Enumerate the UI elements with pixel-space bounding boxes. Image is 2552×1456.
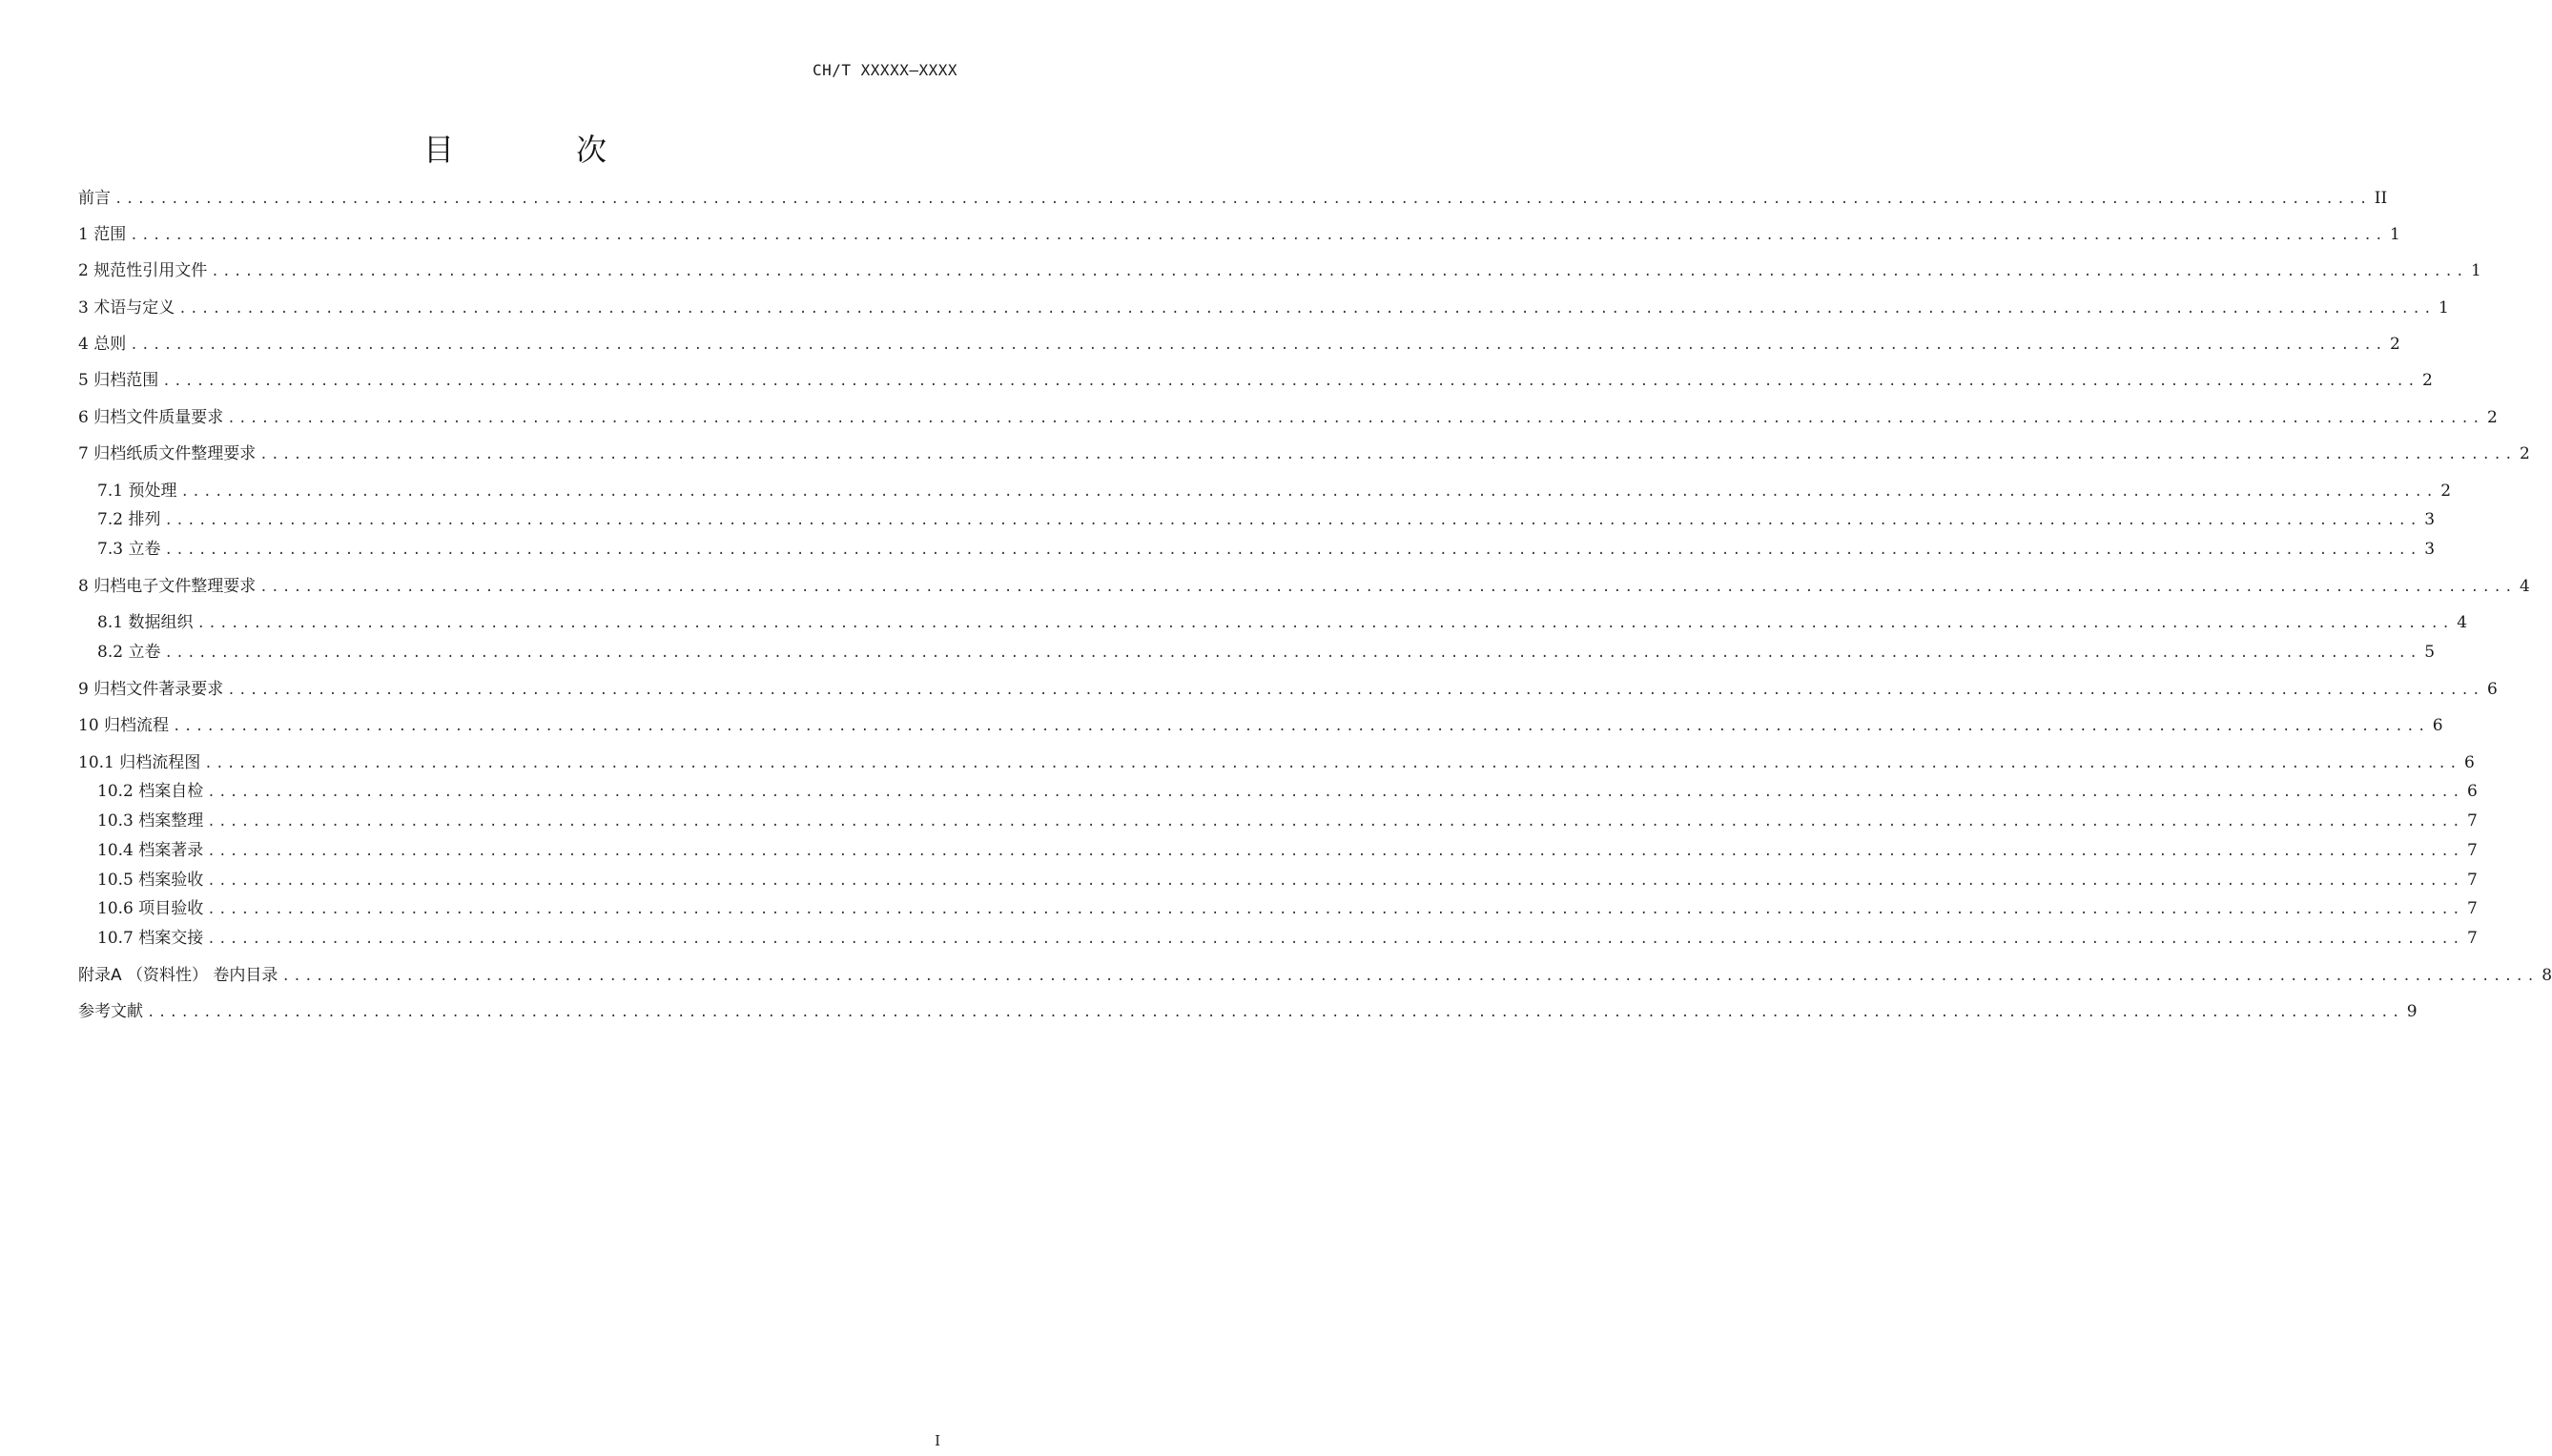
toc-entry-page: 2	[2440, 482, 2452, 501]
toc-entry-page: 3	[2424, 510, 2436, 529]
toc-entry-title: 档案著录	[138, 841, 204, 860]
toc-entry-number: 8.2	[97, 643, 124, 662]
toc-dot-leader: ........................................................................................................................................................................................................	[180, 484, 2438, 500]
toc-entry-number: 7.3	[97, 540, 124, 559]
toc-entry-number: 4	[78, 335, 89, 354]
toc-entry-page: 2	[2421, 371, 2433, 390]
toc-entry[interactable]	[78, 999, 2418, 1024]
toc-entry-number: 10.1	[78, 753, 114, 772]
toc-entry-title: 档案交接	[138, 929, 204, 948]
toc-dot-leader: ........................................................................................................................................................................................................	[227, 683, 2483, 698]
toc-dot-leader: ........................................................................................................................................................................................................	[259, 447, 2516, 462]
toc-dot-leader: ........................................................................................................................................................................................................	[130, 338, 2386, 353]
toc-title: 目 次	[422, 132, 652, 168]
toc-entry-page: 1	[2470, 261, 2481, 280]
toc-entry-title: 档案验收	[138, 871, 204, 890]
toc-entry-page: 7	[2467, 899, 2478, 918]
toc-subentry[interactable]	[97, 809, 2478, 833]
toc-entry-label	[78, 186, 114, 211]
toc-entry-page: 7	[2467, 871, 2478, 890]
toc-dot-leader: ........................................................................................................................................................................................................	[259, 580, 2516, 595]
toc-entry-title: 档案整理	[138, 811, 204, 831]
toc-entry[interactable]	[78, 574, 2530, 599]
toc-entry-label	[97, 868, 207, 892]
toc-entry-number: 7.2	[97, 510, 124, 529]
toc-entry-label	[78, 441, 259, 466]
toc-entry[interactable]	[78, 963, 2552, 988]
toc-entry-label	[78, 999, 147, 1024]
toc-entry-title: 总则	[93, 335, 127, 354]
toc-entry-title: 前言	[78, 189, 111, 208]
toc-entry-title: 范围	[93, 225, 127, 244]
toc-entry-title: 项目验收	[138, 899, 204, 918]
toc-entry-label	[78, 296, 178, 320]
toc-subentry[interactable]	[97, 779, 2478, 804]
toc-entry-page: 4	[2457, 613, 2468, 632]
toc-entry-number: 7.1	[97, 482, 124, 501]
toc-entry-title: 归档文件著录要求	[93, 680, 224, 699]
toc-entry-title: 排列	[128, 510, 161, 529]
toc-entry-title: 立卷	[128, 643, 161, 662]
toc-dot-leader: ........................................................................................................................................................................................................	[114, 192, 2371, 207]
toc-entry-label	[78, 332, 130, 357]
toc-entry-page: 3	[2424, 540, 2436, 559]
toc-entry-label	[97, 537, 164, 562]
toc-entry-title: 规范性引用文件	[93, 261, 208, 280]
toc-entry-label	[97, 838, 207, 863]
toc-entry-label	[97, 640, 164, 665]
toc-entry-number: 6	[78, 408, 89, 427]
toc-dot-leader: ........................................................................................................................................................................................................	[162, 374, 2418, 389]
toc-dot-leader: ........................................................................................................................................................................................................	[207, 785, 2464, 800]
toc-entry-label	[78, 750, 204, 775]
toc-entry[interactable]	[78, 368, 2433, 393]
toc-entry-number: 10.7	[97, 929, 134, 948]
toc-entry-page: 5	[2424, 643, 2436, 662]
toc-dot-leader: ........................................................................................................................................................................................................	[130, 228, 2386, 243]
toc-subentry[interactable]	[97, 868, 2478, 892]
toc-entry[interactable]	[78, 677, 2498, 702]
toc-subentry[interactable]	[97, 896, 2478, 921]
toc-entry-title: 立卷	[128, 540, 161, 559]
toc-entry-title: 归档纸质文件整理要求	[93, 444, 257, 463]
toc-entry-page: 7	[2467, 841, 2478, 860]
toc-dot-leader: ........................................................................................................................................................................................................	[211, 264, 2467, 279]
toc-dot-leader: ........................................................................................................................................................................................................	[207, 873, 2464, 889]
toc-entry-page: 9	[2406, 1002, 2418, 1021]
toc-dot-leader: ........................................................................................................................................................................................................	[281, 969, 2539, 984]
toc-entry-number: 1	[78, 225, 89, 244]
document-code: CH/T XXXXX—XXXX	[813, 61, 957, 79]
toc-entry-page: 6	[2467, 782, 2478, 801]
toc-entry-label	[97, 610, 196, 635]
toc-dot-leader: ........................................................................................................................................................................................................	[164, 513, 2421, 528]
toc-entry-number: 9	[78, 680, 89, 699]
toc-entry-number: 10	[78, 716, 99, 735]
toc-entry[interactable]	[78, 222, 2400, 247]
toc-entry-page: 6	[2486, 680, 2498, 699]
toc-entry-number: 8.1	[97, 613, 124, 632]
toc-entry-number: 3	[78, 298, 89, 318]
toc-entry-page: 7	[2467, 811, 2478, 831]
toc-entry-title: 档案自检	[138, 782, 204, 801]
toc-entry-number: 2	[78, 261, 89, 280]
toc-entry[interactable]	[78, 750, 2475, 775]
toc-entry-label	[78, 574, 259, 599]
toc-entry-label	[78, 677, 227, 702]
toc-entry-number: 8	[78, 577, 89, 596]
toc-entry-number: 10.6	[97, 899, 134, 918]
toc-dot-leader: ........................................................................................................................................................................................................	[173, 719, 2429, 734]
toc-dot-leader: ........................................................................................................................................................................................................	[207, 814, 2464, 830]
toc-entry-label	[78, 963, 281, 988]
toc-entry-page: 2	[2486, 408, 2498, 427]
toc-subentry[interactable]	[97, 926, 2478, 951]
toc-entry-title: 归档流程图	[119, 753, 201, 772]
toc-dot-leader: ........................................................................................................................................................................................................	[164, 543, 2421, 558]
toc-entry[interactable]	[78, 186, 2388, 211]
toc-entry-label	[78, 405, 227, 430]
toc-subentry[interactable]	[97, 479, 2452, 503]
toc-entry-page: 2	[2389, 335, 2400, 354]
toc-entry-title: 预处理	[128, 482, 177, 501]
toc-dot-leader: ........................................................................................................................................................................................................	[204, 756, 2461, 771]
toc-dot-leader: ........................................................................................................................................................................................................	[147, 1005, 2403, 1020]
toc-entry-label	[97, 479, 180, 503]
toc-subentry[interactable]	[97, 610, 2468, 635]
toc-entry-title: 附录A （资料性） 卷内目录	[78, 966, 278, 985]
toc-entry-title: 归档流程	[104, 716, 170, 735]
toc-entry-title: 归档电子文件整理要求	[93, 577, 257, 596]
toc-entry-title: 术语与定义	[93, 298, 175, 318]
toc-subentry[interactable]	[97, 640, 2436, 665]
toc-entry-page: 6	[2464, 753, 2475, 772]
toc-entry-label	[78, 368, 162, 393]
toc-subentry[interactable]	[97, 838, 2478, 863]
toc-entry-number: 7	[78, 444, 89, 463]
toc-entry-label	[78, 222, 130, 247]
toc-entry-label	[97, 896, 207, 921]
toc-entry-title: 参考文献	[78, 1002, 143, 1021]
toc-entry[interactable]	[78, 296, 2449, 320]
toc-entry-label	[78, 258, 211, 283]
toc-subentry[interactable]	[97, 507, 2436, 532]
toc-entry-page: 6	[2432, 716, 2443, 735]
toc-entry-label	[97, 507, 164, 532]
toc-entry[interactable]	[78, 405, 2498, 430]
toc-entry-page: 7	[2467, 929, 2478, 948]
toc-dot-leader: ........................................................................................................................................................................................................	[207, 902, 2464, 917]
toc-dot-leader: ........................................................................................................................................................................................................	[164, 646, 2421, 661]
toc-entry-title: 归档范围	[93, 371, 159, 390]
toc-entry-label	[97, 926, 207, 951]
toc-dot-leader: ........................................................................................................................................................................................................	[196, 616, 2454, 631]
toc-entry[interactable]	[78, 713, 2443, 738]
toc-entry-page: II	[2374, 189, 2388, 208]
toc-dot-leader: ........................................................................................................................................................................................................	[207, 844, 2464, 859]
toc-dot-leader: ........................................................................................................................................................................................................	[227, 411, 2483, 426]
toc-subentry[interactable]	[97, 537, 2436, 562]
toc-entry-number: 10.5	[97, 871, 134, 890]
toc-entry-page: 1	[2438, 298, 2449, 318]
toc-dot-leader: ........................................................................................................................................................................................................	[178, 301, 2435, 317]
toc-entry-number: 10.3	[97, 811, 134, 831]
page-number: I	[935, 1432, 940, 1449]
toc-entry-page: 4	[2519, 577, 2530, 596]
toc-entry[interactable]	[78, 258, 2481, 283]
toc-entry-number: 10.2	[97, 782, 134, 801]
toc-entry-title: 数据组织	[128, 613, 194, 632]
toc-entry[interactable]	[78, 332, 2400, 357]
toc-entry-number: 10.4	[97, 841, 134, 860]
toc-entry-page: 2	[2519, 444, 2530, 463]
toc-entry-page: 8	[2542, 966, 2552, 985]
toc-entry-page: 1	[2389, 225, 2400, 244]
toc-dot-leader: ........................................................................................................................................................................................................	[207, 932, 2464, 947]
toc-entry[interactable]	[78, 441, 2530, 466]
toc-entry-label	[97, 779, 207, 804]
toc-entry-label	[78, 713, 173, 738]
toc-entry-title: 归档文件质量要求	[93, 408, 224, 427]
toc-entry-number: 5	[78, 371, 89, 390]
toc-entry-label	[97, 809, 207, 833]
